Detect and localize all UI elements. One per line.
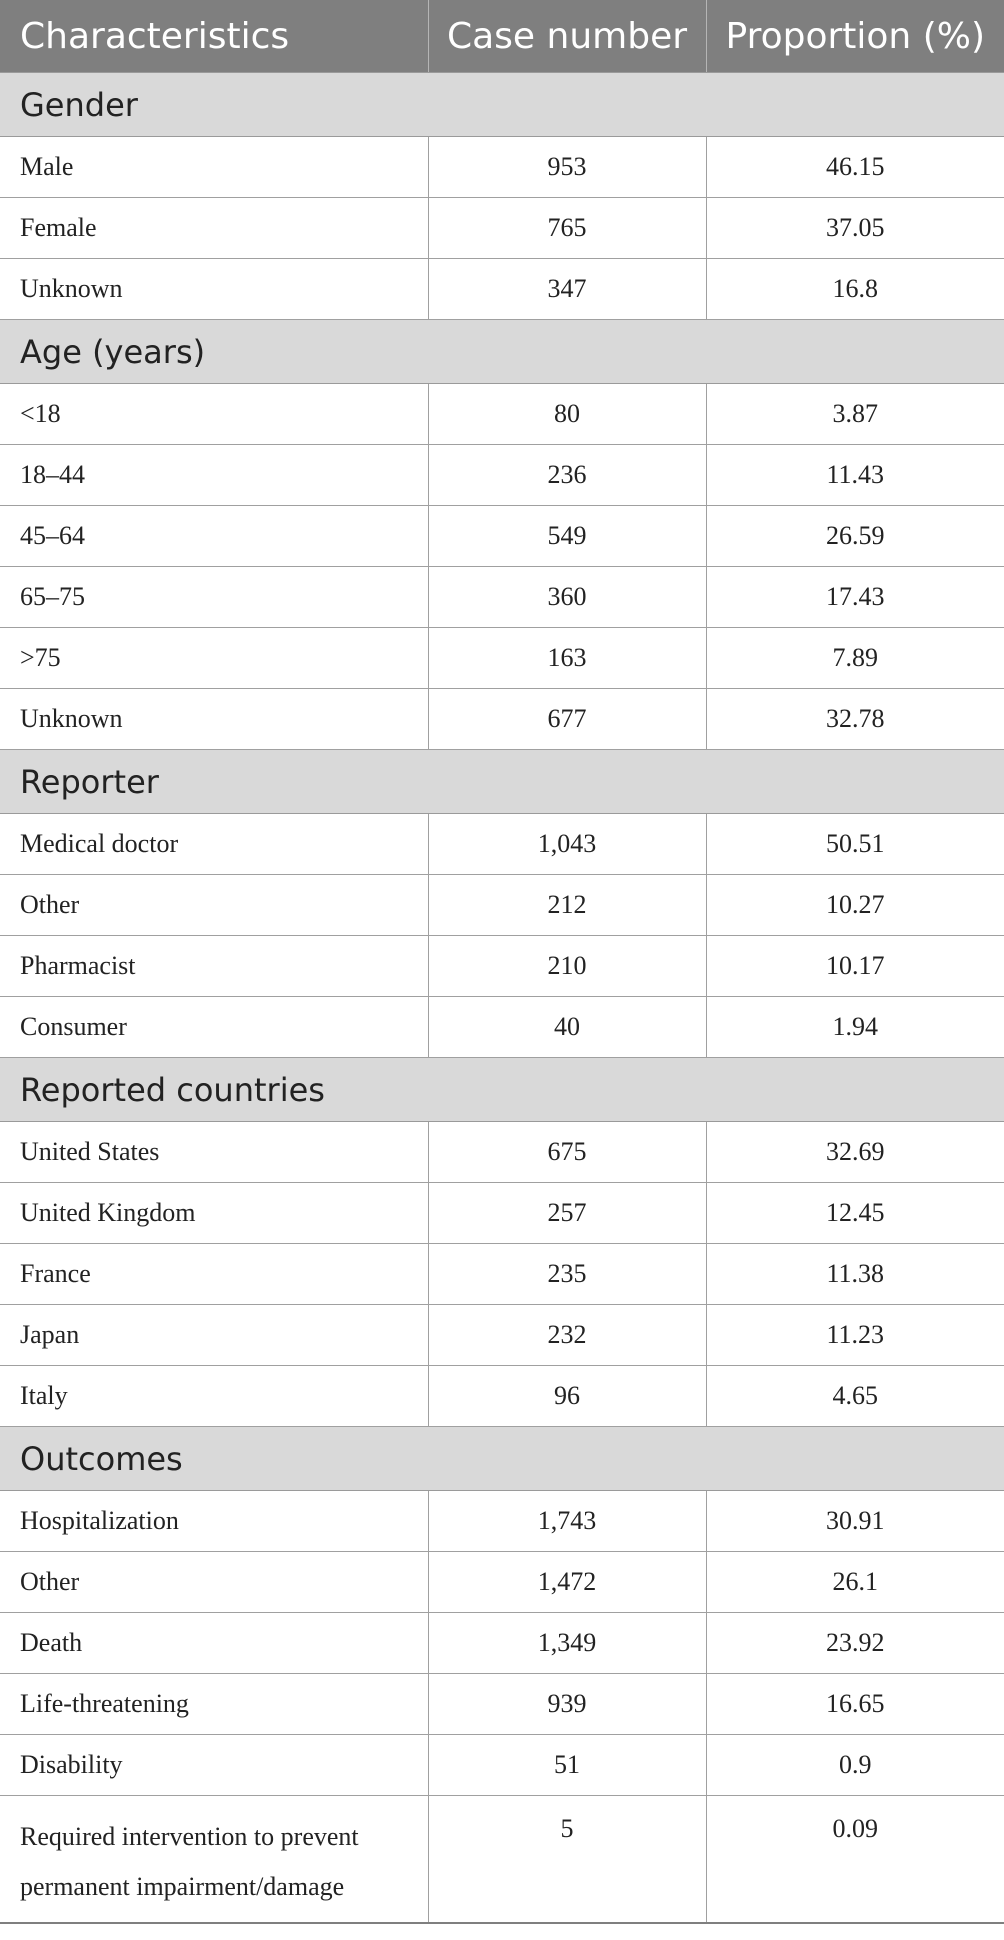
table-row — [0, 198, 1004, 259]
header-characteristics: Characteristics — [0, 0, 428, 73]
section-row — [0, 750, 1004, 814]
row-label: 45–64 — [0, 506, 428, 567]
row-proportion: 17.43 — [706, 567, 1004, 628]
section-title: Gender — [0, 73, 1004, 137]
table-row — [0, 506, 1004, 567]
row-label: Unknown — [0, 689, 428, 750]
table-row — [0, 1366, 1004, 1427]
row-proportion: 12.45 — [706, 1183, 1004, 1244]
section-title: Reported countries — [0, 1058, 1004, 1122]
row-label: Unknown — [0, 259, 428, 320]
row-cases: 1,349 — [428, 1613, 706, 1674]
row-cases: 96 — [428, 1366, 706, 1427]
row-proportion: 46.15 — [706, 137, 1004, 198]
row-proportion: 1.94 — [706, 997, 1004, 1058]
row-proportion: 32.69 — [706, 1122, 1004, 1183]
row-proportion: 50.51 — [706, 814, 1004, 875]
row-label: Medical doctor — [0, 814, 428, 875]
section-title: Age (years) — [0, 320, 1004, 384]
row-cases: 257 — [428, 1183, 706, 1244]
section-row — [0, 320, 1004, 384]
table-row — [0, 689, 1004, 750]
row-proportion: 23.92 — [706, 1613, 1004, 1674]
row-label: Required intervention to prevent permanent impairment/damage — [0, 1796, 428, 1924]
row-label: United Kingdom — [0, 1183, 428, 1244]
row-cases: 210 — [428, 936, 706, 997]
table-header-row — [0, 0, 1004, 73]
row-cases: 549 — [428, 506, 706, 567]
row-cases: 1,043 — [428, 814, 706, 875]
table-row — [0, 567, 1004, 628]
row-label: Other — [0, 875, 428, 936]
row-cases: 675 — [428, 1122, 706, 1183]
section-row — [0, 73, 1004, 137]
row-label: >75 — [0, 628, 428, 689]
row-cases: 163 — [428, 628, 706, 689]
row-cases: 5 — [428, 1796, 706, 1924]
row-cases: 347 — [428, 259, 706, 320]
header-case-number: Case number — [428, 0, 706, 73]
table-row — [0, 628, 1004, 689]
table-row — [0, 1183, 1004, 1244]
row-cases: 953 — [428, 137, 706, 198]
section-row — [0, 1058, 1004, 1122]
table-row — [0, 1674, 1004, 1735]
row-label: Consumer — [0, 997, 428, 1058]
table-row — [0, 384, 1004, 445]
row-proportion: 4.65 — [706, 1366, 1004, 1427]
row-proportion: 0.9 — [706, 1735, 1004, 1796]
row-proportion: 0.09 — [706, 1796, 1004, 1924]
row-cases: 677 — [428, 689, 706, 750]
row-proportion: 26.59 — [706, 506, 1004, 567]
row-cases: 360 — [428, 567, 706, 628]
row-cases: 40 — [428, 997, 706, 1058]
row-label: Disability — [0, 1735, 428, 1796]
table-row — [0, 1305, 1004, 1366]
row-proportion: 10.17 — [706, 936, 1004, 997]
row-proportion: 3.87 — [706, 384, 1004, 445]
row-label: Pharmacist — [0, 936, 428, 997]
row-cases: 212 — [428, 875, 706, 936]
table-row — [0, 137, 1004, 198]
row-proportion: 11.23 — [706, 1305, 1004, 1366]
table-row — [0, 875, 1004, 936]
row-proportion: 26.1 — [706, 1552, 1004, 1613]
table-row — [0, 1735, 1004, 1796]
row-cases: 765 — [428, 198, 706, 259]
section-row — [0, 1427, 1004, 1491]
row-label: France — [0, 1244, 428, 1305]
row-cases: 80 — [428, 384, 706, 445]
table-row — [0, 1244, 1004, 1305]
row-proportion: 30.91 — [706, 1491, 1004, 1552]
header-proportion: Proportion (%) — [706, 0, 1004, 73]
table-row — [0, 259, 1004, 320]
row-label: 18–44 — [0, 445, 428, 506]
table-row — [0, 1613, 1004, 1674]
row-label: <18 — [0, 384, 428, 445]
row-label: Female — [0, 198, 428, 259]
row-label: Italy — [0, 1366, 428, 1427]
row-proportion: 16.8 — [706, 259, 1004, 320]
table-row — [0, 445, 1004, 506]
row-proportion: 16.65 — [706, 1674, 1004, 1735]
row-label: Japan — [0, 1305, 428, 1366]
row-label: 65–75 — [0, 567, 428, 628]
table-row — [0, 1491, 1004, 1552]
row-proportion: 11.38 — [706, 1244, 1004, 1305]
table-row — [0, 997, 1004, 1058]
row-proportion: 10.27 — [706, 875, 1004, 936]
row-cases: 1,472 — [428, 1552, 706, 1613]
row-label: Other — [0, 1552, 428, 1613]
row-label: United States — [0, 1122, 428, 1183]
row-label: Hospitalization — [0, 1491, 428, 1552]
table-row — [0, 936, 1004, 997]
table-row — [0, 814, 1004, 875]
row-cases: 939 — [428, 1674, 706, 1735]
row-proportion: 37.05 — [706, 198, 1004, 259]
row-label: Male — [0, 137, 428, 198]
table-row — [0, 1122, 1004, 1183]
row-proportion: 7.89 — [706, 628, 1004, 689]
row-cases: 232 — [428, 1305, 706, 1366]
row-proportion: 11.43 — [706, 445, 1004, 506]
row-label: Death — [0, 1613, 428, 1674]
row-cases: 51 — [428, 1735, 706, 1796]
row-label: Life-threatening — [0, 1674, 428, 1735]
row-cases: 235 — [428, 1244, 706, 1305]
section-title: Outcomes — [0, 1427, 1004, 1491]
table-row — [0, 1796, 1004, 1924]
row-cases: 1,743 — [428, 1491, 706, 1552]
row-cases: 236 — [428, 445, 706, 506]
table-row — [0, 1552, 1004, 1613]
row-proportion: 32.78 — [706, 689, 1004, 750]
section-title: Reporter — [0, 750, 1004, 814]
